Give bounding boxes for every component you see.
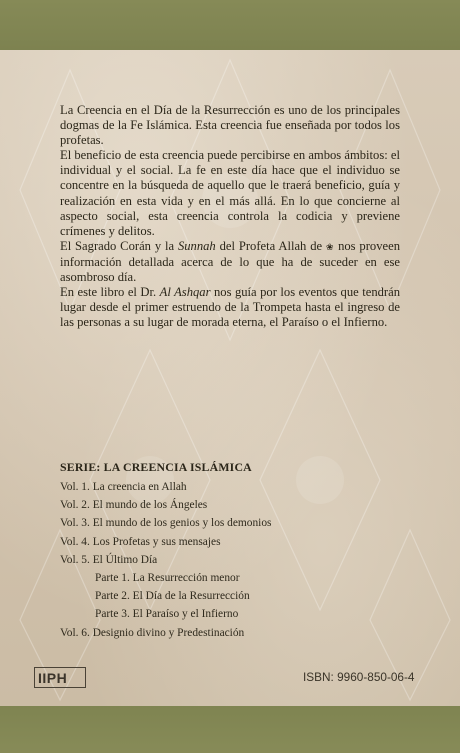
volume-part-item: Parte 2. El Día de la Resurrección [95, 590, 250, 603]
volume-item: Vol. 1. La creencia en Allah [60, 481, 187, 493]
book-description [60, 103, 400, 330]
description-paragraph-3: El Sagrado Corán y la Sunnah del Profeta Allah de ❀ nos proveen información detallada acerca de lo que ha de suceder en ese asombroso día. [60, 238, 400, 285]
series-volume-list [60, 478, 360, 642]
series-title: SERIE: LA CREENCIA ISLÁMICA [60, 460, 252, 474]
volume-item: Vol. 5. El Último Día [60, 553, 158, 566]
volume-item: Vol. 6. Designio divino y Predestinación [60, 626, 245, 639]
bottom-band [0, 706, 460, 753]
description-paragraph-4: En este libro el Dr. Al Ashqar nos guía por los eventos que tendrán lugar desde el primer estruendo de la Trompeta hasta el ingreso de las personas a su lugar de morada eterna, el Paraíso o el Infierno. [60, 285, 400, 330]
salutation-glyph-icon: ❀ [325, 241, 335, 252]
volume-item: Vol. 3. El mundo de los genios y los demonios [60, 517, 272, 530]
sunnah-term: Sunnah [177, 238, 216, 253]
author-name: Al Ashqar [159, 285, 211, 300]
top-band [0, 0, 460, 50]
description-paragraph-1: La Creencia en el Día de la Resurrección es uno de los principales dogmas de la Fe Islámica. Esta creencia fue enseñada por todos los profetas. [60, 103, 400, 148]
volume-item: Vol. 4. Los Profetas y sus mensajes [60, 535, 221, 548]
publisher-logo: IIPH [34, 667, 86, 688]
description-paragraph-2: El beneficio de esta creencia puede percibirse en ambos ámbitos: el individual y el social. La fe en este día hace que el individuo se concentre en la búsqueda de aquello que le traerá beneficio, guía y realización en esta vida y en el más allá. En lo que concierne al aspecto social, esta creencia controla la codicia y previene crímenes y delitos. [60, 148, 400, 238]
isbn-number: ISBN: 9960-850-06-4 [303, 670, 415, 684]
back-cover-panel [0, 50, 460, 706]
volume-item: Vol. 2. El mundo de los Ángeles [60, 499, 208, 512]
volume-part-item: Parte 3. El Paraíso y el Infierno [95, 608, 239, 621]
volume-part-item: Parte 1. La Resurrección menor [95, 572, 240, 585]
